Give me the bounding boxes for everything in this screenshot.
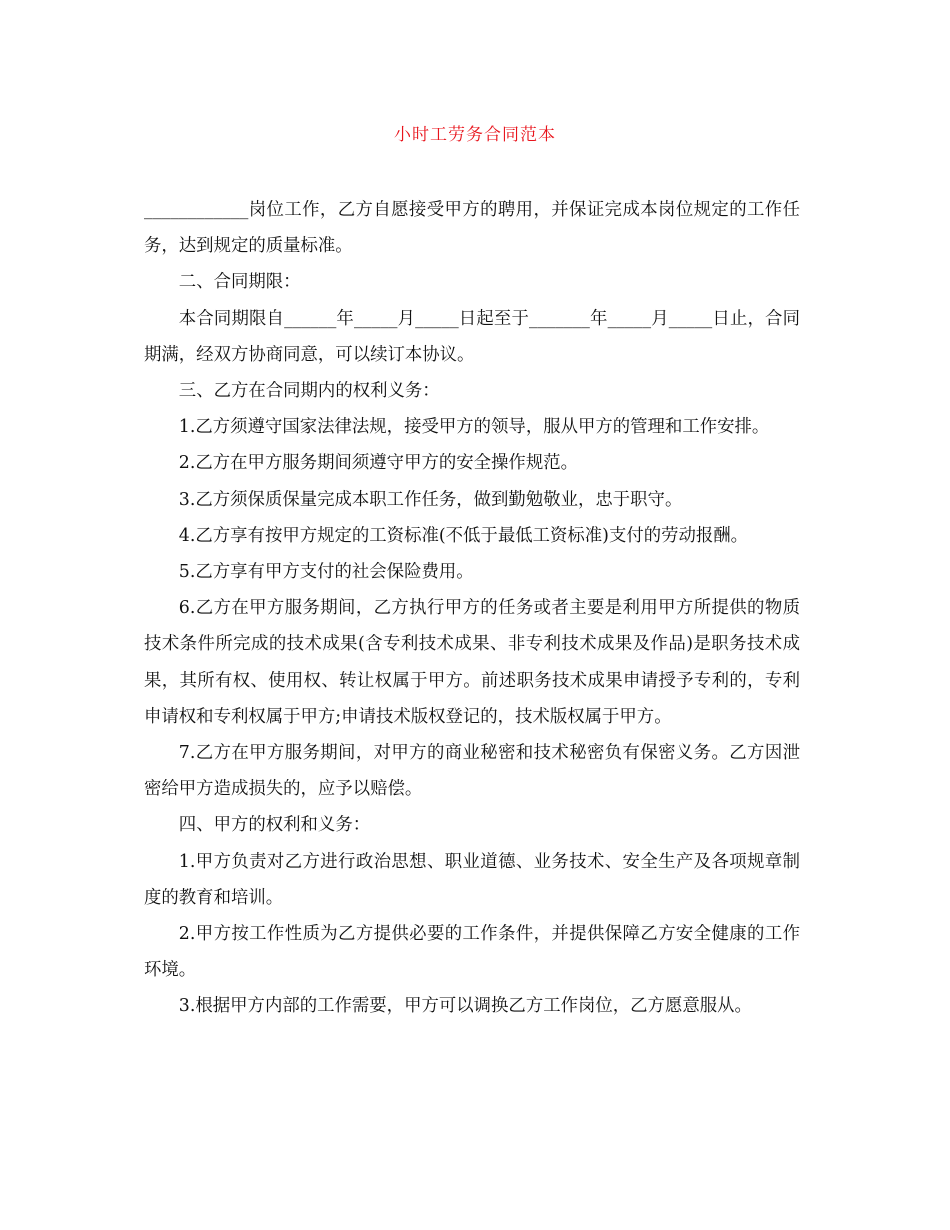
clause-b-3: 3.乙方须保质保量完成本职工作任务，做到勤勉敬业，忠于职守。 <box>178 489 683 510</box>
clause-b-6: 6.乙方在甲方服务期间，乙方执行甲方的任务或者主要是利用甲方所提供的物质技术条件所完成的技术成果(含专利技术成果、非专利技术成果及作品)是职务技术成果，其所有权、使用权、转让权属于甲方。前述职务技术成果申请授予专利的，专利申请权和专利权属于甲方;申请技术版权登记的，技术版权属于甲方。 <box>144 598 800 727</box>
clause-a-1: 1.甲方负责对乙方进行政治思想、职业道德、业务技术、安全生产及各项规章制度的教育和培训。 <box>144 851 800 908</box>
paragraph-contract-term: 本合同期限自______年_____月_____日起至于_______年_____月_____日止，合同期满，经双方协商同意，可以续订本协议。 <box>144 308 800 365</box>
clause-b-2: 2.乙方在甲方服务期间须遵守甲方的安全操作规范。 <box>178 453 578 474</box>
clause-b-7: 7.乙方在甲方服务期间，对甲方的商业秘密和技术秘密负有保密义务。乙方因泄密给甲方造成损失的，应予以赔偿。 <box>144 743 800 800</box>
clause-a-3: 3.根据甲方内部的工作需要，甲方可以调换乙方工作岗位，乙方愿意服从。 <box>178 996 752 1017</box>
heading-contract-term: 二、合同期限： <box>178 272 301 293</box>
document-title: 小时工劳务合同范本 <box>394 125 556 145</box>
clause-b-4: 4.乙方享有按甲方规定的工资标准(不低于最低工资标准)支付的劳动报酬。 <box>178 525 749 546</box>
paragraph-position-duty: ____________岗位工作，乙方自愿接受甲方的聘用，并保证完成本岗位规定的工作任务，达到规定的质量标准。 <box>144 200 800 257</box>
document-body <box>144 192 800 1025</box>
clause-b-5: 5.乙方享有甲方支付的社会保险费用。 <box>178 562 474 583</box>
heading-party-a-rights: 四、甲方的权利和义务： <box>178 815 371 836</box>
clause-a-2: 2.甲方按工作性质为乙方提供必要的工作条件，并提供保障乙方安全健康的工作环境。 <box>144 924 800 981</box>
clause-b-1: 1.乙方须遵守国家法律法规，接受甲方的领导，服从甲方的管理和工作安排。 <box>178 417 770 438</box>
heading-party-b-rights: 三、乙方在合同期内的权利义务： <box>178 381 440 402</box>
